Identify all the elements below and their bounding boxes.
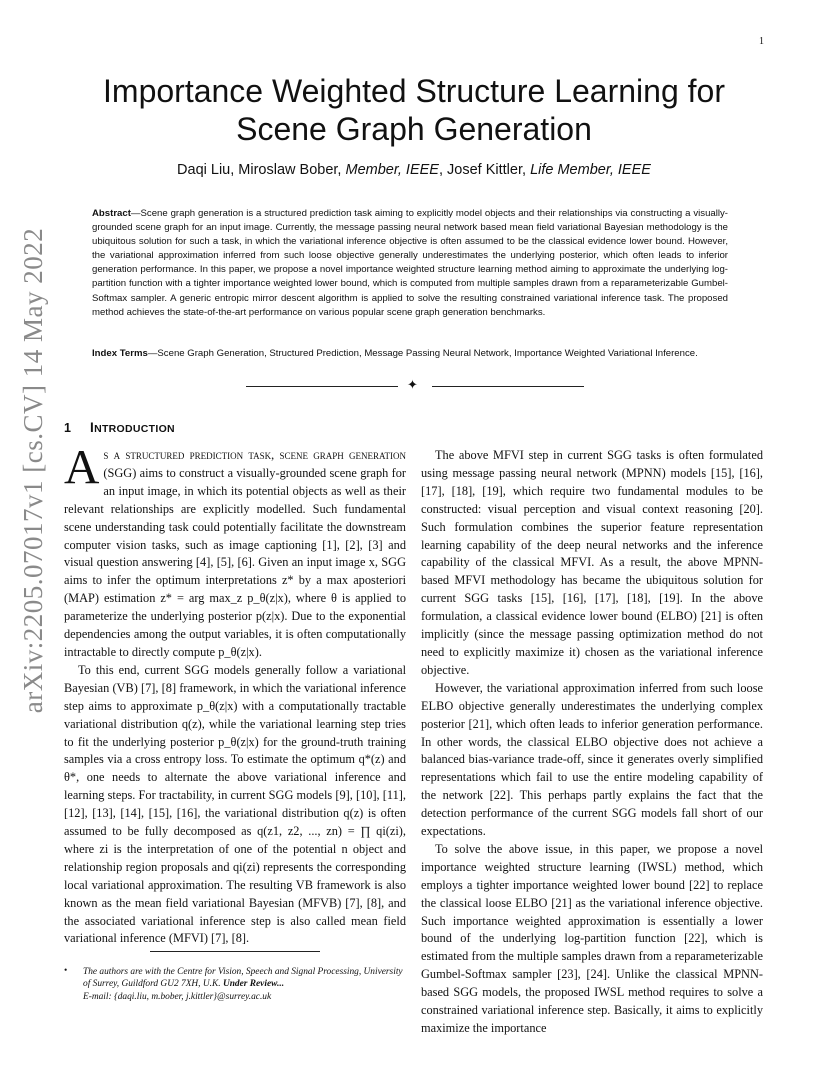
author-line <box>70 162 758 178</box>
section-number: 1 <box>64 421 72 435</box>
footnote-status: Under Review... <box>222 979 285 990</box>
abstract <box>92 207 728 320</box>
footnote-rule <box>150 951 320 952</box>
paragraph: To solve the above issue, in this paper, we propose a novel importance weighted structure learning (IWSL) method, which employs a tighter importance weighted lower bound [22] to replace the classical loose ELBO [21] as the variational inference objective. Such importance weighted approximation is essentially a lower bound of the underlying log-partition function [22], which is estimated from the multiple samples drawn from a reparameterizable Gumbel-Softmax sampler [23], [24]. Unlike the classical MPNN-based SGG models, the proposed IWSL method requires to solve a constrained variational inference step. Basically, it aims to explicitly maximize the importance <box>421 841 763 1035</box>
right-column <box>421 447 763 1038</box>
index-terms-text: —Scene Graph Generation, Structured Prediction, Message Passing Neural Network, Importance Weighted Variational Inference. <box>147 348 698 359</box>
section-title-rest: NTRODUCTION <box>94 423 175 435</box>
paper-title: Importance Weighted Structure Learning for Scene Graph Generation <box>103 73 725 147</box>
opening-caps: s a structured prediction task, scene graph generation <box>103 448 406 462</box>
arxiv-stamp <box>10 227 58 713</box>
abstract-label: Abstract <box>92 208 131 219</box>
divider-line-left <box>246 386 398 387</box>
footnote-bullet-icon: • <box>64 966 68 976</box>
paragraph: To this end, current SGG models generally follow a variational Bayesian (VB) [7], [8] framework, in which the variational inference step aims to approximate p_θ(z|x) with a computationally tractable variational distribution q(z), while the variational learning step tries to fit the underlying posterior p_θ(z|x) for the ground-truth training samples via a cross entropy loss. To estimate the optimum q*(z) and θ*, one needs to alternate the above variational inference and learning steps. For tractability, in current SGG models [9], [10], [11], [12], [13], [14], [15], [16], the variational distribution q(z) is often assumed to be fully decomposed as q(z1, z2, ..., zn) = ∏ qi(zi), where zi is the interpretation of one of the potential n object and relationship region proposals and qi(zi) represents the corresponding local variational approximation. The resulting VB framework is also known as the mean field variational Bayesian (MFVB) [7], [8], and the associated variational inference step is also called mean field variational inference (MFVI) [7], [8]. <box>64 662 406 946</box>
authors-part-2: , Josef Kittler, <box>438 162 527 178</box>
footnote-affiliation <box>83 966 406 991</box>
section-heading <box>64 420 175 435</box>
divider-diamond-icon: ✦ <box>407 377 418 392</box>
abstract-text: —Scene graph generation is a structured prediction task aiming to explicitly model objects and their relationships via constructing a visually-grounded scene graph for an input image. Currently, the message passing neural network based mean field variational Bayesian methodology is the ubiquitous solution for such a task, in which the variational inference objective is often assumed to be the classical evidence lower bound. However, the variational approximation inferred from such loose objective generally underestimates the underlying posterior, which often leads to inferior generation performance. In this paper, we propose a novel importance weighted structure learning method aiming to approximate the underlying log-partition function with a tighter importance weighted lower bound, which is computed from multiple samples drawn from a reparameterizable Gumbel-Softmax sampler. A generic entropic mirror descent algorithm is applied to solve the resulting constrained variational inference task. The proposed method achieves the state-of-the-art performance on various popular scene graph generation benchmarks. <box>92 208 728 318</box>
footnote-text: The authors are with the Centre for Vision, Speech and Signal Processing, University of Surrey, Guildford GU2 7XH, U.K. <box>83 967 403 990</box>
left-column <box>64 439 406 948</box>
index-terms <box>92 347 728 361</box>
author-role-1: Member, IEEE <box>345 162 439 178</box>
footnote-email: E-mail: {daqi.liu, m.bober, j.kittler}@surrey.ac.uk <box>83 991 272 1002</box>
index-terms-label: Index Terms <box>92 348 148 359</box>
section-title-initial: I <box>90 420 95 435</box>
footnote <box>64 966 406 1003</box>
section-divider <box>246 377 584 397</box>
arxiv-stamp-text: arXiv:2205.07017v1 [cs.CV] 14 May 2022 <box>18 227 49 713</box>
divider-line-right <box>432 386 584 387</box>
paragraph: However, the variational approximation inferred from such loose ELBO objective generally underestimates the underlying complex posterior [21], which often leads to inferior generation performance. In other words, the classical ELBO objective does not achieve a balanced bias-variance trade-off, since it generates overly simplified representations which fail to use the entire modeling capability of the network [22]. This perhaps partly explains the fact that the detection performance of the current SGG models fall short of our expectations. <box>421 680 763 839</box>
authors-part-1: Daqi Liu, Miroslaw Bober, <box>177 162 342 178</box>
page-number: 1 <box>759 36 764 47</box>
paragraph-text: (SGG) aims to construct a visually-grounded scene graph for an input image, in which its potential objects as well as their relevant relationships are explicitly modelled. Such fundamental scene understanding task could potentially facilitate the downstream computer vision tasks, such as image captioning [1], [2], [3] and visual question answering [4], [5], [6]. Given an input image x, SGG aims to infer the optimum interpretations z* by a max aposteriori (MAP) estimation z* = arg max_z p_θ(z|x), where θ is applied to parameterize the underlying posterior p(z|x). Due to the exponential dependencies among the output variables, it is often computationally intractable to directly compute p_θ(z|x). <box>64 465 406 659</box>
drop-cap: A <box>64 439 100 494</box>
author-role-2: Life Member, IEEE <box>530 162 651 178</box>
paragraph <box>64 439 406 662</box>
paragraph: The above MFVI step in current SGG tasks is often formulated using message passing neural network (MPNN) models [15], [16], [17], [18], [19], which require two fundamental modules to be constructed: visual perception and visual context reasoning [20]. Such formulation combines the superior feature representation learning capability of the deep neural networks and the inference capability of the classical MFVI. As a result, the above MPNN-based MFVI methodology has became the ubiquitous solution for current SGG tasks [15], [16], [17], [18], [19]. In the above formulation, a classical evidence lower bound (ELBO) [21] is often implicitly (since the message passing optimization method do not need to explicitly maximize it) chosen as the variational inference objective. <box>421 448 763 677</box>
